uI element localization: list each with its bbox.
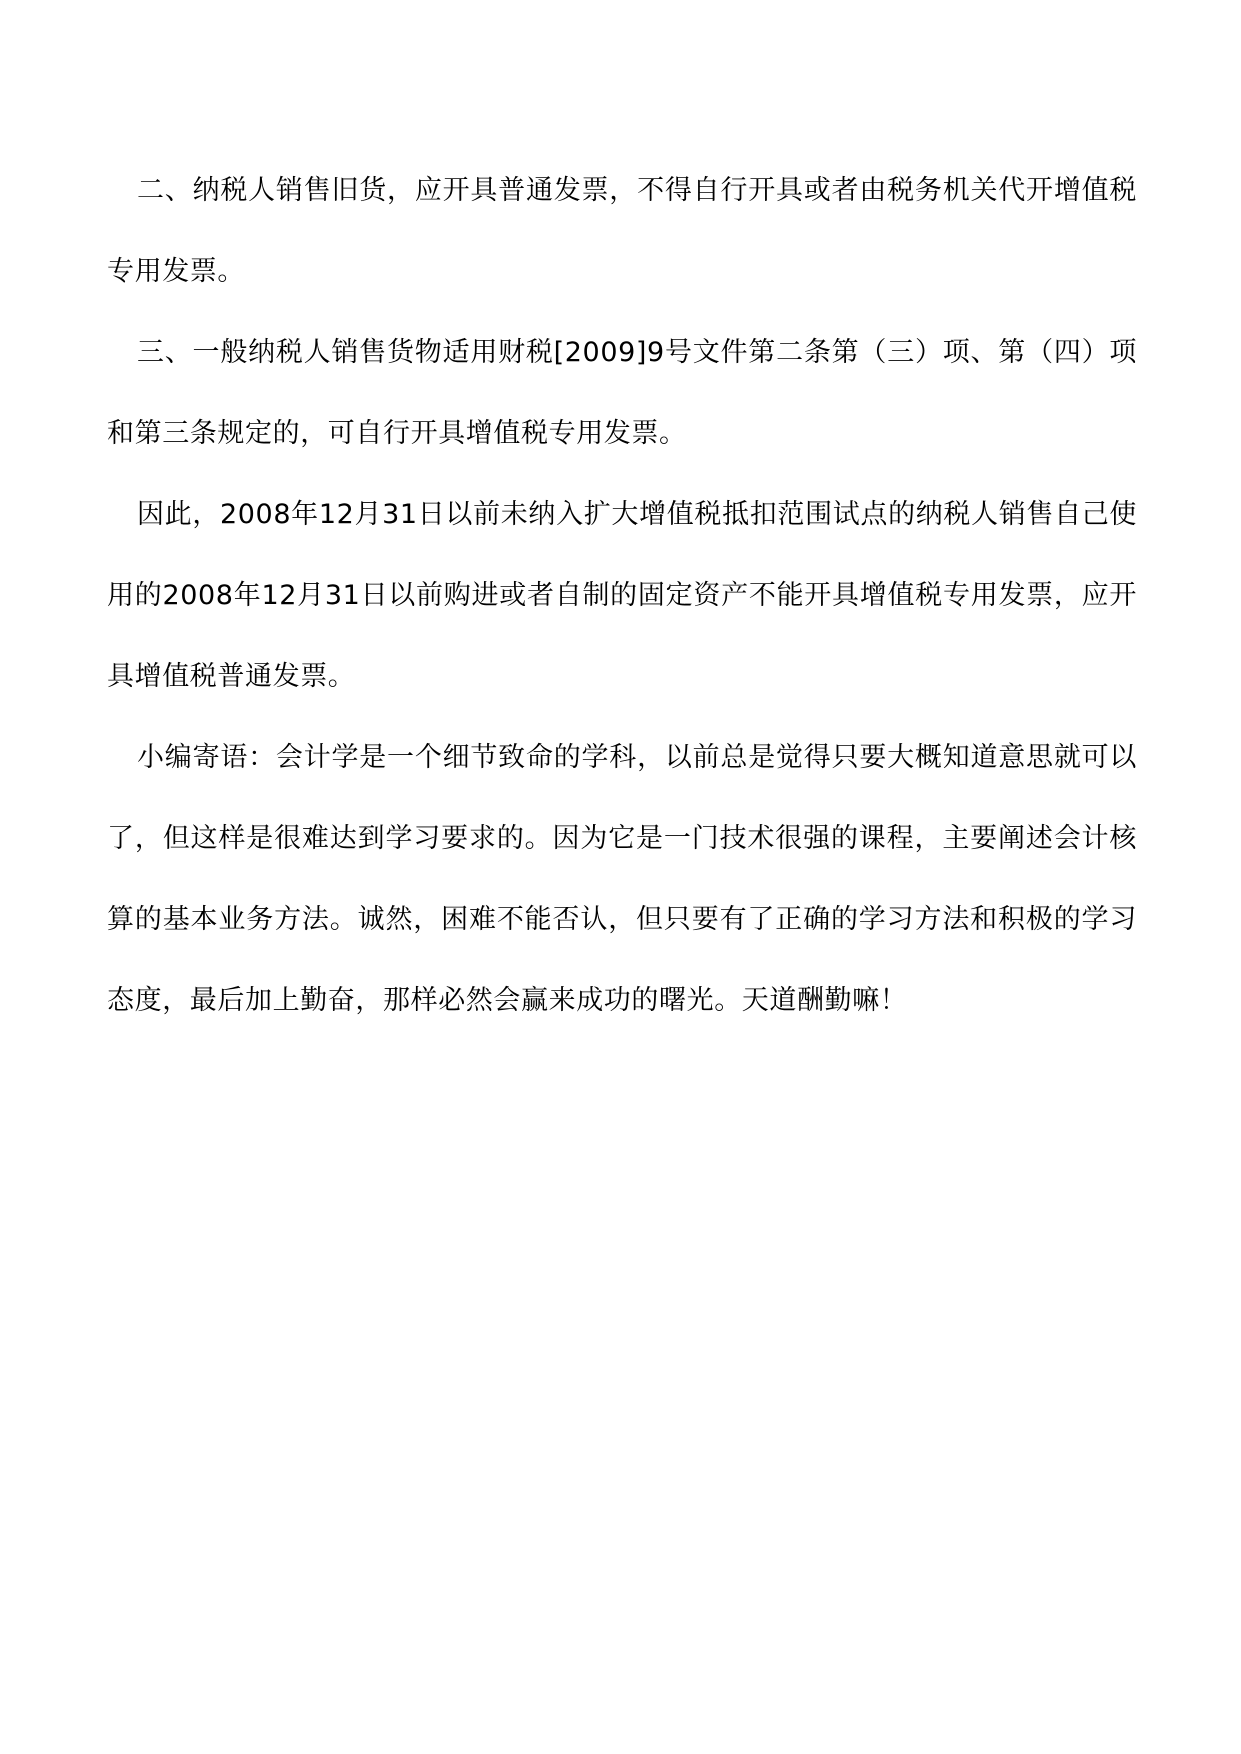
paragraph-editor-note: 小编寄语：会计学是一个细节致命的学科，以前总是觉得只要大概知道意思就可以了，但这样是很难达到学习要求的。因为它是一门技术很强的课程，主要阐述会计核算的基本业务方法。诚然，困难不能否认，但只要有了正确的学习方法和积极的学习态度，最后加上勤奋，那样必然会赢来成功的曙光。天道酬勤嘛！	[107, 742, 1137, 1016]
paragraph-general-taxpayer-invoice: 三、一般纳税人销售货物适用财税[2009]9号文件第二条第（三）项、第（四）项和第三条规定的，可自行开具增值税专用发票。	[107, 337, 1137, 449]
paragraph-conclusion: 因此，2008年12月31日以前未纳入扩大增值税抵扣范围试点的纳税人销售自己使用的2008年12月31日以前购进或者自制的固定资产不能开具增值税专用发票，应开具增值税普通发票。	[107, 499, 1137, 692]
document-page	[107, 150, 1137, 1041]
paragraph-used-goods-invoice: 二、纳税人销售旧货，应开具普通发票，不得自行开具或者由税务机关代开增值税专用发票。	[107, 175, 1137, 287]
